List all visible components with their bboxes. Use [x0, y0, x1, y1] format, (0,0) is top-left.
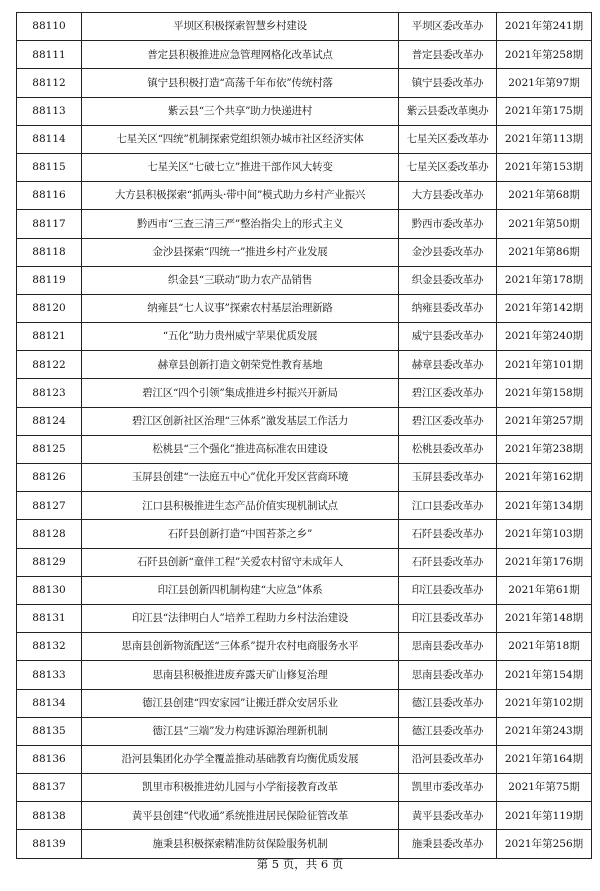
row-number: 88121 [17, 323, 82, 351]
row-title: 石阡县创新打造“中国苔茶之乡” [82, 520, 399, 548]
row-issue: 2021年第243期 [497, 717, 592, 745]
row-issue: 2021年第238期 [497, 435, 592, 463]
row-title: 碧江区“四个引领”集成推进乡村振兴开新局 [82, 379, 399, 407]
table-row [17, 745, 592, 773]
page-footer: 第 5 页，共 6 页 [256, 857, 344, 871]
table-row [17, 774, 592, 802]
row-organization: 德江县委改革办 [399, 689, 497, 717]
row-issue: 2021年第258期 [497, 41, 592, 69]
table-row [17, 464, 592, 492]
row-organization: 印江县委改革办 [399, 604, 497, 632]
row-number: 88113 [17, 97, 82, 125]
table-row [17, 379, 592, 407]
row-organization: 大方县委改革办 [399, 182, 497, 210]
row-number: 88119 [17, 266, 82, 294]
row-issue: 2021年第241期 [497, 13, 592, 41]
table-row [17, 97, 592, 125]
table-row [17, 182, 592, 210]
row-issue: 2021年第75期 [497, 774, 592, 802]
row-organization: 纳雍县委改革办 [399, 294, 497, 322]
table-row [17, 717, 592, 745]
row-organization: 凯里市委改革办 [399, 774, 497, 802]
row-issue: 2021年第68期 [497, 182, 592, 210]
row-number: 88137 [17, 774, 82, 802]
row-issue: 2021年第119期 [497, 802, 592, 830]
case-list-table [16, 12, 592, 859]
row-title: 石阡县创新“童伴工程”关爱农村留守未成年人 [82, 548, 399, 576]
row-number: 88136 [17, 745, 82, 773]
row-organization: 碧江区委改革办 [399, 407, 497, 435]
row-issue: 2021年第153期 [497, 153, 592, 181]
row-title: 玉屏县创建“一法庭五中心”优化开发区营商环境 [82, 464, 399, 492]
row-title: 七星关区“七破七立”推进干部作风大转变 [82, 153, 399, 181]
row-number: 88116 [17, 182, 82, 210]
table-row [17, 576, 592, 604]
row-title: 碧江区创新社区治理“三体系”激发基层工作活力 [82, 407, 399, 435]
row-number: 88118 [17, 238, 82, 266]
row-issue: 2021年第103期 [497, 520, 592, 548]
row-number: 88130 [17, 576, 82, 604]
table-row [17, 69, 592, 97]
row-organization: 镇宁县委改革办 [399, 69, 497, 97]
row-title: “五化”助力贵州威宁苹果优质发展 [82, 323, 399, 351]
row-organization: 玉屏县委改革办 [399, 464, 497, 492]
row-title: 德江县创建“四安家园”让搬迁群众安居乐业 [82, 689, 399, 717]
row-number: 88117 [17, 210, 82, 238]
row-title: 思南县创新物流配送“三体系”提升农村电商服务水平 [82, 633, 399, 661]
row-organization: 施秉县委改革办 [399, 830, 497, 858]
row-title: 施秉县积极探索精准防贫保险服务机制 [82, 830, 399, 858]
row-title: 大方县积极探索“抓两头·带中间”模式助力乡村产业振兴 [82, 182, 399, 210]
row-title: 黄平县创建“代收通”系统推进居民保险征管改革 [82, 802, 399, 830]
table-row [17, 661, 592, 689]
row-title: 印江县创新四机制构建“大应急”体系 [82, 576, 399, 604]
row-title: 江口县积极推进生态产品价值实现机制试点 [82, 492, 399, 520]
row-organization: 金沙县委改革办 [399, 238, 497, 266]
row-title: 凯里市积极推进幼儿园与小学衔接教育改革 [82, 774, 399, 802]
table-row [17, 633, 592, 661]
row-number: 88134 [17, 689, 82, 717]
row-organization: 思南县委改革办 [399, 661, 497, 689]
row-title: 七星关区“四统”机制探索党组织领办城市社区经济实体 [82, 125, 399, 153]
table-row [17, 210, 592, 238]
row-organization: 赫章县委改革办 [399, 351, 497, 379]
table-row [17, 435, 592, 463]
row-number: 88131 [17, 604, 82, 632]
row-organization: 石阡县委改革办 [399, 520, 497, 548]
table-row [17, 153, 592, 181]
table-row [17, 520, 592, 548]
row-organization: 松桃县委改革办 [399, 435, 497, 463]
row-number: 88110 [17, 13, 82, 41]
row-issue: 2021年第134期 [497, 492, 592, 520]
table-row [17, 830, 592, 858]
row-issue: 2021年第61期 [497, 576, 592, 604]
row-number: 88139 [17, 830, 82, 858]
row-title: 松桃县“三个强化”推进高标准农田建设 [82, 435, 399, 463]
table-row [17, 802, 592, 830]
row-organization: 威宁县委改革办 [399, 323, 497, 351]
row-issue: 2021年第102期 [497, 689, 592, 717]
row-title: 紫云县“三个共享”助力快递进村 [82, 97, 399, 125]
table-row [17, 294, 592, 322]
row-title: 思南县积极推进废弃露天矿山修复治理 [82, 661, 399, 689]
row-organization: 七星关区委改革办 [399, 125, 497, 153]
row-issue: 2021年第240期 [497, 323, 592, 351]
table-row [17, 548, 592, 576]
row-organization: 黄平县委改革办 [399, 802, 497, 830]
row-number: 88125 [17, 435, 82, 463]
row-number: 88128 [17, 520, 82, 548]
row-issue: 2021年第176期 [497, 548, 592, 576]
row-title: 织金县“三联动”助力农产品销售 [82, 266, 399, 294]
row-number: 88112 [17, 69, 82, 97]
table-row [17, 604, 592, 632]
row-issue: 2021年第154期 [497, 661, 592, 689]
row-issue: 2021年第86期 [497, 238, 592, 266]
row-organization: 平坝区委改革办 [399, 13, 497, 41]
table-row [17, 238, 592, 266]
table-row [17, 689, 592, 717]
row-issue: 2021年第113期 [497, 125, 592, 153]
table-row [17, 125, 592, 153]
row-number: 88115 [17, 153, 82, 181]
row-title: 赫章县创新打造文朝荣党性教育基地 [82, 351, 399, 379]
table-row [17, 323, 592, 351]
row-organization: 七星关区委改革办 [399, 153, 497, 181]
row-title: 德江县“三端”发力构建诉源治理新机制 [82, 717, 399, 745]
row-title: 印江县“法律明白人”培养工程助力乡村法治建设 [82, 604, 399, 632]
row-title: 黔西市“三查三清三严”整治指尖上的形式主义 [82, 210, 399, 238]
row-issue: 2021年第142期 [497, 294, 592, 322]
row-organization: 江口县委改革办 [399, 492, 497, 520]
row-title: 普定县积极推进应急管理网格化改革试点 [82, 41, 399, 69]
row-issue: 2021年第164期 [497, 745, 592, 773]
row-title: 沿河县集团化办学全覆盖推动基础教育均衡优质发展 [82, 745, 399, 773]
row-organization: 沿河县委改革办 [399, 745, 497, 773]
row-title: 金沙县探索“四统一”推进乡村产业发展 [82, 238, 399, 266]
table-row [17, 407, 592, 435]
row-organization: 德江县委改革办 [399, 717, 497, 745]
row-organization: 黔西市委改革办 [399, 210, 497, 238]
table-row [17, 13, 592, 41]
row-number: 88133 [17, 661, 82, 689]
table-body [17, 13, 592, 859]
table-row [17, 266, 592, 294]
row-issue: 2021年第148期 [497, 604, 592, 632]
row-number: 88124 [17, 407, 82, 435]
row-title: 平坝区积极探索智慧乡村建设 [82, 13, 399, 41]
row-issue: 2021年第101期 [497, 351, 592, 379]
table-row [17, 41, 592, 69]
row-number: 88129 [17, 548, 82, 576]
row-issue: 2021年第97期 [497, 69, 592, 97]
row-organization: 普定县委改革办 [399, 41, 497, 69]
row-number: 88138 [17, 802, 82, 830]
row-number: 88126 [17, 464, 82, 492]
row-issue: 2021年第18期 [497, 633, 592, 661]
row-title: 镇宁县积极打造“高荡千年布依”传统村落 [82, 69, 399, 97]
row-organization: 碧江区委改革办 [399, 379, 497, 407]
row-number: 88132 [17, 633, 82, 661]
row-number: 88123 [17, 379, 82, 407]
row-issue: 2021年第257期 [497, 407, 592, 435]
row-organization: 石阡县委改革办 [399, 548, 497, 576]
row-title: 纳雍县“七人议事”探索农村基层治理新路 [82, 294, 399, 322]
row-number: 88111 [17, 41, 82, 69]
row-number: 88114 [17, 125, 82, 153]
row-issue: 2021年第158期 [497, 379, 592, 407]
row-organization: 紫云县委改革奥办 [399, 97, 497, 125]
row-organization: 思南县委改革办 [399, 633, 497, 661]
row-number: 88122 [17, 351, 82, 379]
row-issue: 2021年第175期 [497, 97, 592, 125]
row-number: 88135 [17, 717, 82, 745]
row-organization: 织金县委改革办 [399, 266, 497, 294]
row-number: 88120 [17, 294, 82, 322]
row-number: 88127 [17, 492, 82, 520]
row-organization: 印江县委改革办 [399, 576, 497, 604]
row-issue: 2021年第256期 [497, 830, 592, 858]
row-issue: 2021年第50期 [497, 210, 592, 238]
row-issue: 2021年第162期 [497, 464, 592, 492]
table-row [17, 492, 592, 520]
row-issue: 2021年第178期 [497, 266, 592, 294]
table-row [17, 351, 592, 379]
